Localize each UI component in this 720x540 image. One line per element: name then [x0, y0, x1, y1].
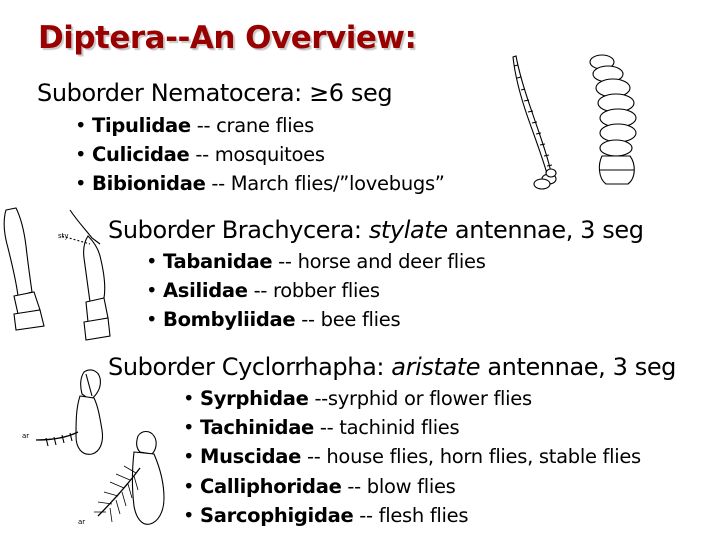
bullet: • [146, 279, 158, 303]
list-item [183, 442, 641, 471]
family-name: Syrphidae [200, 387, 309, 410]
list-item [183, 501, 641, 530]
heading-tail: 6 seg [328, 79, 393, 107]
stylate-label: sty [58, 232, 69, 240]
separator: -- [308, 387, 328, 410]
heading-tail: antennae, 3 seg [447, 216, 644, 244]
moniliform-antenna-illustration [580, 52, 650, 192]
bullet: • [75, 172, 87, 196]
family-name: Tabanidae [163, 250, 273, 273]
heading-cyclorrhapha [108, 353, 676, 381]
family-name: Culicidae [92, 143, 190, 167]
separator: -- [341, 474, 367, 498]
list-item [183, 472, 641, 501]
family-name: Asilidae [163, 279, 248, 303]
family-name: Calliphoridae [200, 474, 342, 498]
family-name: Tachinidae [200, 416, 314, 440]
bullet: • [183, 445, 195, 469]
bullet: • [146, 308, 158, 332]
family-name: Bibionidae [92, 172, 206, 196]
filiform-antenna-illustration [505, 52, 565, 192]
heading-tail: antennae, 3 seg [480, 353, 677, 381]
list-item [75, 111, 445, 140]
list-item [146, 276, 486, 305]
arista-label-2: ar [78, 518, 86, 526]
bullet: • [183, 503, 195, 527]
separator: -- [189, 143, 215, 167]
list-item [75, 169, 445, 198]
bullet: • [146, 250, 158, 273]
family-name: Muscidae [200, 445, 302, 469]
separator: -- [247, 279, 273, 303]
heading-text: Suborder Nematocera: [37, 79, 310, 107]
heading-text: Suborder Cyclorrhapha: [108, 353, 392, 381]
nematocera-family-list [75, 111, 445, 199]
list-item [183, 413, 641, 442]
separator: -- [272, 250, 298, 273]
separator: -- [205, 172, 231, 196]
common-name: mosquitoes [214, 143, 325, 167]
common-name: blow flies [366, 474, 456, 498]
brachycera-family-list [146, 247, 486, 335]
common-name: syrphid or flower flies [327, 387, 532, 410]
common-name: horse and deer flies [297, 250, 486, 273]
heading-emphasis: aristate [391, 353, 481, 381]
heading-text: Suborder Brachycera: [108, 216, 369, 244]
heading-nematocera [37, 79, 392, 107]
bullet: • [75, 114, 87, 137]
family-name: Tipulidae [92, 114, 191, 137]
bullet: • [183, 474, 195, 498]
common-name: crane flies [216, 114, 314, 137]
family-name: Bombyliidae [163, 308, 296, 332]
heading-brachycera [108, 216, 644, 244]
common-name: flesh flies [378, 503, 469, 527]
bullet: • [183, 387, 195, 410]
common-name: house flies, horn flies, stable flies [326, 445, 641, 469]
common-name: robber flies [272, 279, 380, 303]
common-name: bee flies [320, 308, 401, 332]
bullet: • [75, 143, 87, 167]
separator: -- [295, 308, 321, 332]
stylate-antenna-illustration [0, 208, 112, 344]
separator: -- [313, 416, 340, 440]
aristate-antenna-2-illustration [76, 428, 176, 534]
arista-label-1: ar [22, 432, 30, 440]
bullet: • [183, 416, 195, 440]
geq-symbol: ≥ [309, 79, 329, 107]
list-item [75, 140, 445, 169]
list-item [146, 305, 486, 334]
family-name: Sarcophigidae [200, 503, 354, 527]
list-item [146, 247, 486, 276]
heading-emphasis: stylate [368, 216, 448, 244]
separator: -- [190, 114, 217, 137]
separator: -- [353, 503, 379, 527]
slide-title: Diptera--An Overview: [38, 20, 417, 56]
common-name: tachinid flies [339, 416, 460, 440]
cyclorrhapha-family-list [183, 384, 641, 530]
separator: -- [301, 445, 327, 469]
list-item [183, 384, 641, 413]
common-name: March flies/”lovebugs” [230, 172, 445, 196]
